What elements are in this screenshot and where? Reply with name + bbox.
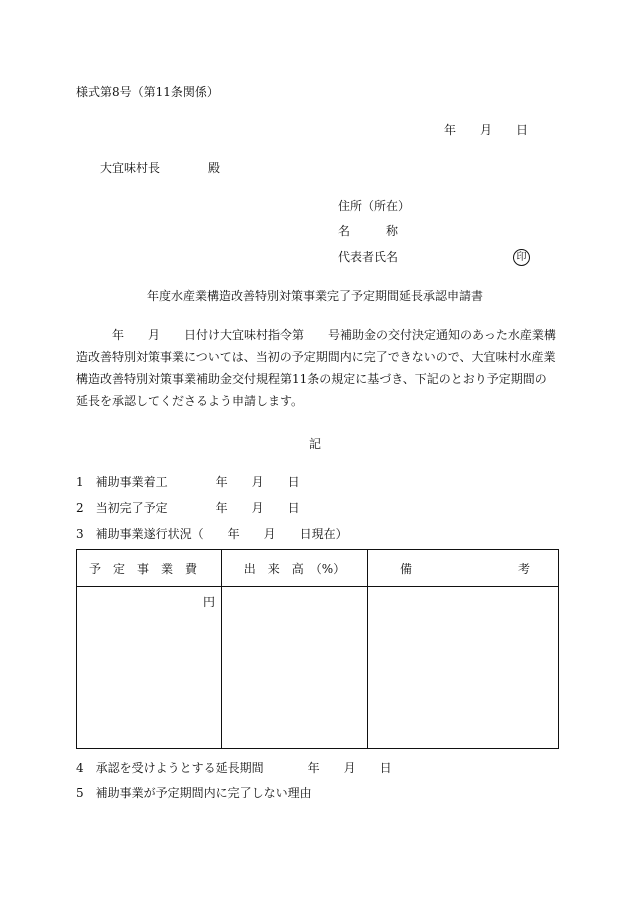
table-row (77, 587, 559, 749)
document-title: 年度水産業構造改善特別対策事業完了予定期間延長承認申請書 (146, 289, 483, 303)
header-progress: 出 来 高 （%） (222, 550, 368, 587)
sender-name-label: 名 称 (338, 224, 399, 238)
item-3: 3 補助事業遂行状況（ 年 月 日現在） (76, 527, 348, 541)
item-1-date: 年 月 日 (215, 475, 300, 489)
item-4-date: 年 月 日 (307, 761, 392, 775)
header-remarks-2: 考 (517, 561, 530, 576)
item-5: 5 補助事業が予定期間内に完了しない理由 (76, 786, 312, 800)
body-text: 年 月 日付け大宜味村指令第 号補助金の交付決定通知のあった水産業構造改善特別対策事業については、当初の予定期間内に完了できないので、大宜味村水産業構造改善特別対策事業補助金交付規程第11条の規定に基づき、下記のとおり予定期間の延長を承認してくださるよう申請します。 (76, 328, 556, 408)
item-4 (76, 762, 392, 774)
progress-cell (222, 587, 368, 749)
item-4-label: 4 承認を受けようとする延長期間 (76, 761, 264, 775)
item-2-date: 年 月 日 (215, 501, 300, 515)
application-date: 年 月 日 (444, 123, 529, 137)
seal-mark: 印 (513, 249, 530, 266)
yen-unit: 円 (202, 595, 215, 609)
form-number: 様式第8号（第11条関係） (76, 85, 219, 99)
item-1-label: 1 補助事業着工 (76, 475, 168, 489)
planned-cost-cell (77, 587, 222, 749)
item-2 (76, 502, 300, 514)
header-remarks-1: 備 (400, 561, 413, 576)
remarks-cell (368, 587, 559, 749)
body-paragraph (76, 324, 558, 412)
header-remarks (368, 550, 559, 587)
item-1 (76, 476, 300, 488)
addressee: 大宜味村長 殿 (100, 161, 221, 175)
sender-representative-label: 代表者氏名 (338, 250, 399, 264)
item-2-label: 2 当初完了予定 (76, 501, 168, 515)
table-header-row (77, 550, 559, 587)
sender-address-label: 住所（所在） (338, 199, 411, 213)
status-table (76, 549, 559, 749)
header-planned-cost: 予定事業費 (77, 550, 222, 587)
ki-heading: 記 (308, 437, 321, 451)
